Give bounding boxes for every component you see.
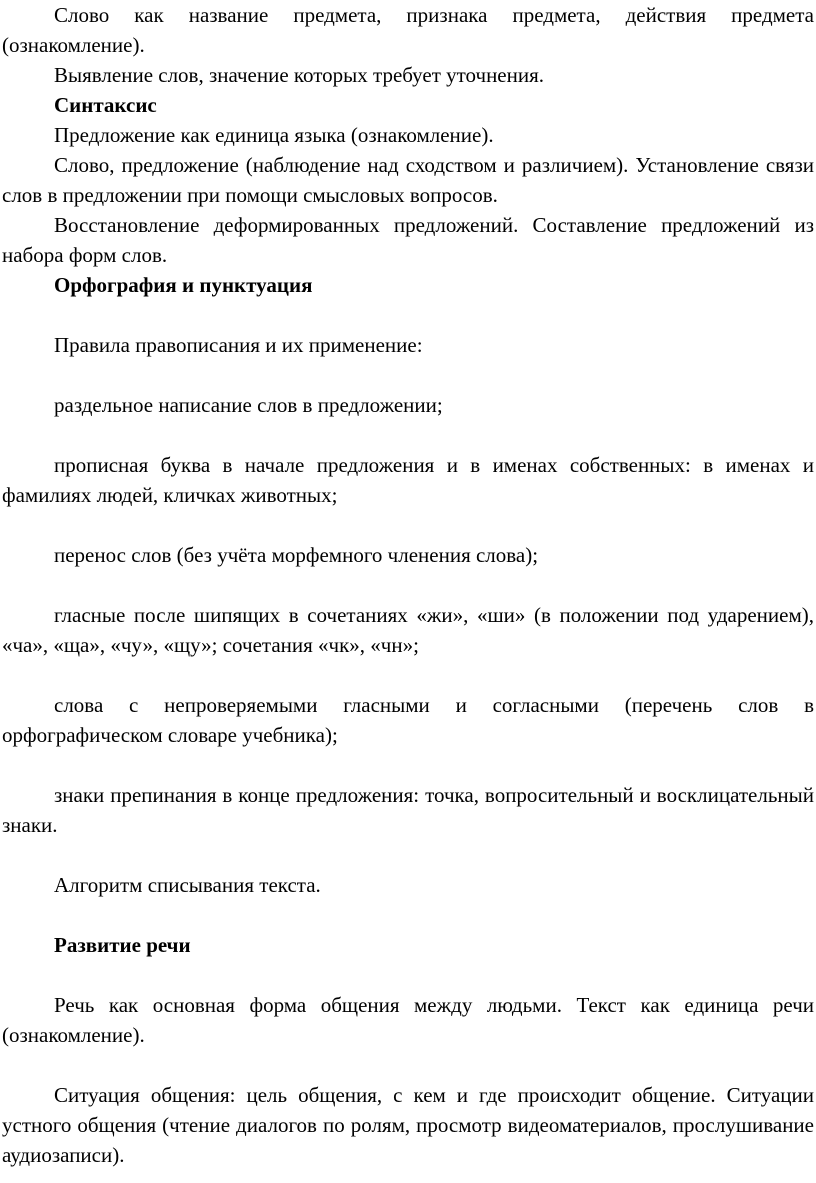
orthography-paragraph-3: прописная буква в начале предложения и в именах собственных: в именах и фамилиях людей, кличках животных; bbox=[2, 453, 814, 507]
syntax-heading: Синтаксис bbox=[54, 93, 157, 117]
intro-paragraph-2: Выявление слов, значение которых требует уточнения. bbox=[54, 63, 545, 87]
orthography-heading: Орфография и пунктуация bbox=[54, 273, 313, 297]
orthography-paragraph-1: Правила правописания и их применение: bbox=[54, 333, 423, 357]
speech-heading: Развитие речи bbox=[54, 933, 191, 957]
speech-paragraph-1: Речь как основная форма общения между людьми. Текст как единица речи (ознакомление). bbox=[2, 993, 814, 1047]
orthography-paragraph-7: знаки препинания в конце предложения: точка, вопросительный и восклицательный знаки. bbox=[2, 783, 814, 837]
intro-paragraph-1: Слово как название предмета, признака предмета, действия предмета (ознакомление). bbox=[2, 3, 814, 57]
syntax-paragraph-3: Восстановление деформированных предложений. Составление предложений из набора форм слов. bbox=[2, 213, 814, 267]
orthography-paragraph-5: гласные после шипящих в сочетаниях «жи», «ши» (в положении под ударением), «ча», «ща», «чу», «щу»; сочетания «чк», «чн»; bbox=[2, 603, 814, 657]
syntax-paragraph-1: Предложение как единица языка (ознакомление). bbox=[54, 123, 494, 147]
speech-paragraph-2: Ситуация общения: цель общения, с кем и где происходит общение. Ситуации устного общения (чтение диалогов по ролям, просмотр видеоматериалов, прослушивание аудиозаписи). bbox=[2, 1083, 814, 1167]
orthography-paragraph-2: раздельное написание слов в предложении; bbox=[54, 393, 443, 417]
syntax-paragraph-2: Слово, предложение (наблюдение над сходством и различием). Установление связи слов в предложении при помощи смысловых вопросов. bbox=[2, 153, 814, 207]
orthography-paragraph-8: Алгоритм списывания текста. bbox=[54, 873, 321, 897]
orthography-paragraph-6: слова с непроверяемыми гласными и согласными (перечень слов в орфографическом словаре учебника); bbox=[2, 693, 814, 747]
orthography-paragraph-4: перенос слов (без учёта морфемного членения слова); bbox=[54, 543, 539, 567]
